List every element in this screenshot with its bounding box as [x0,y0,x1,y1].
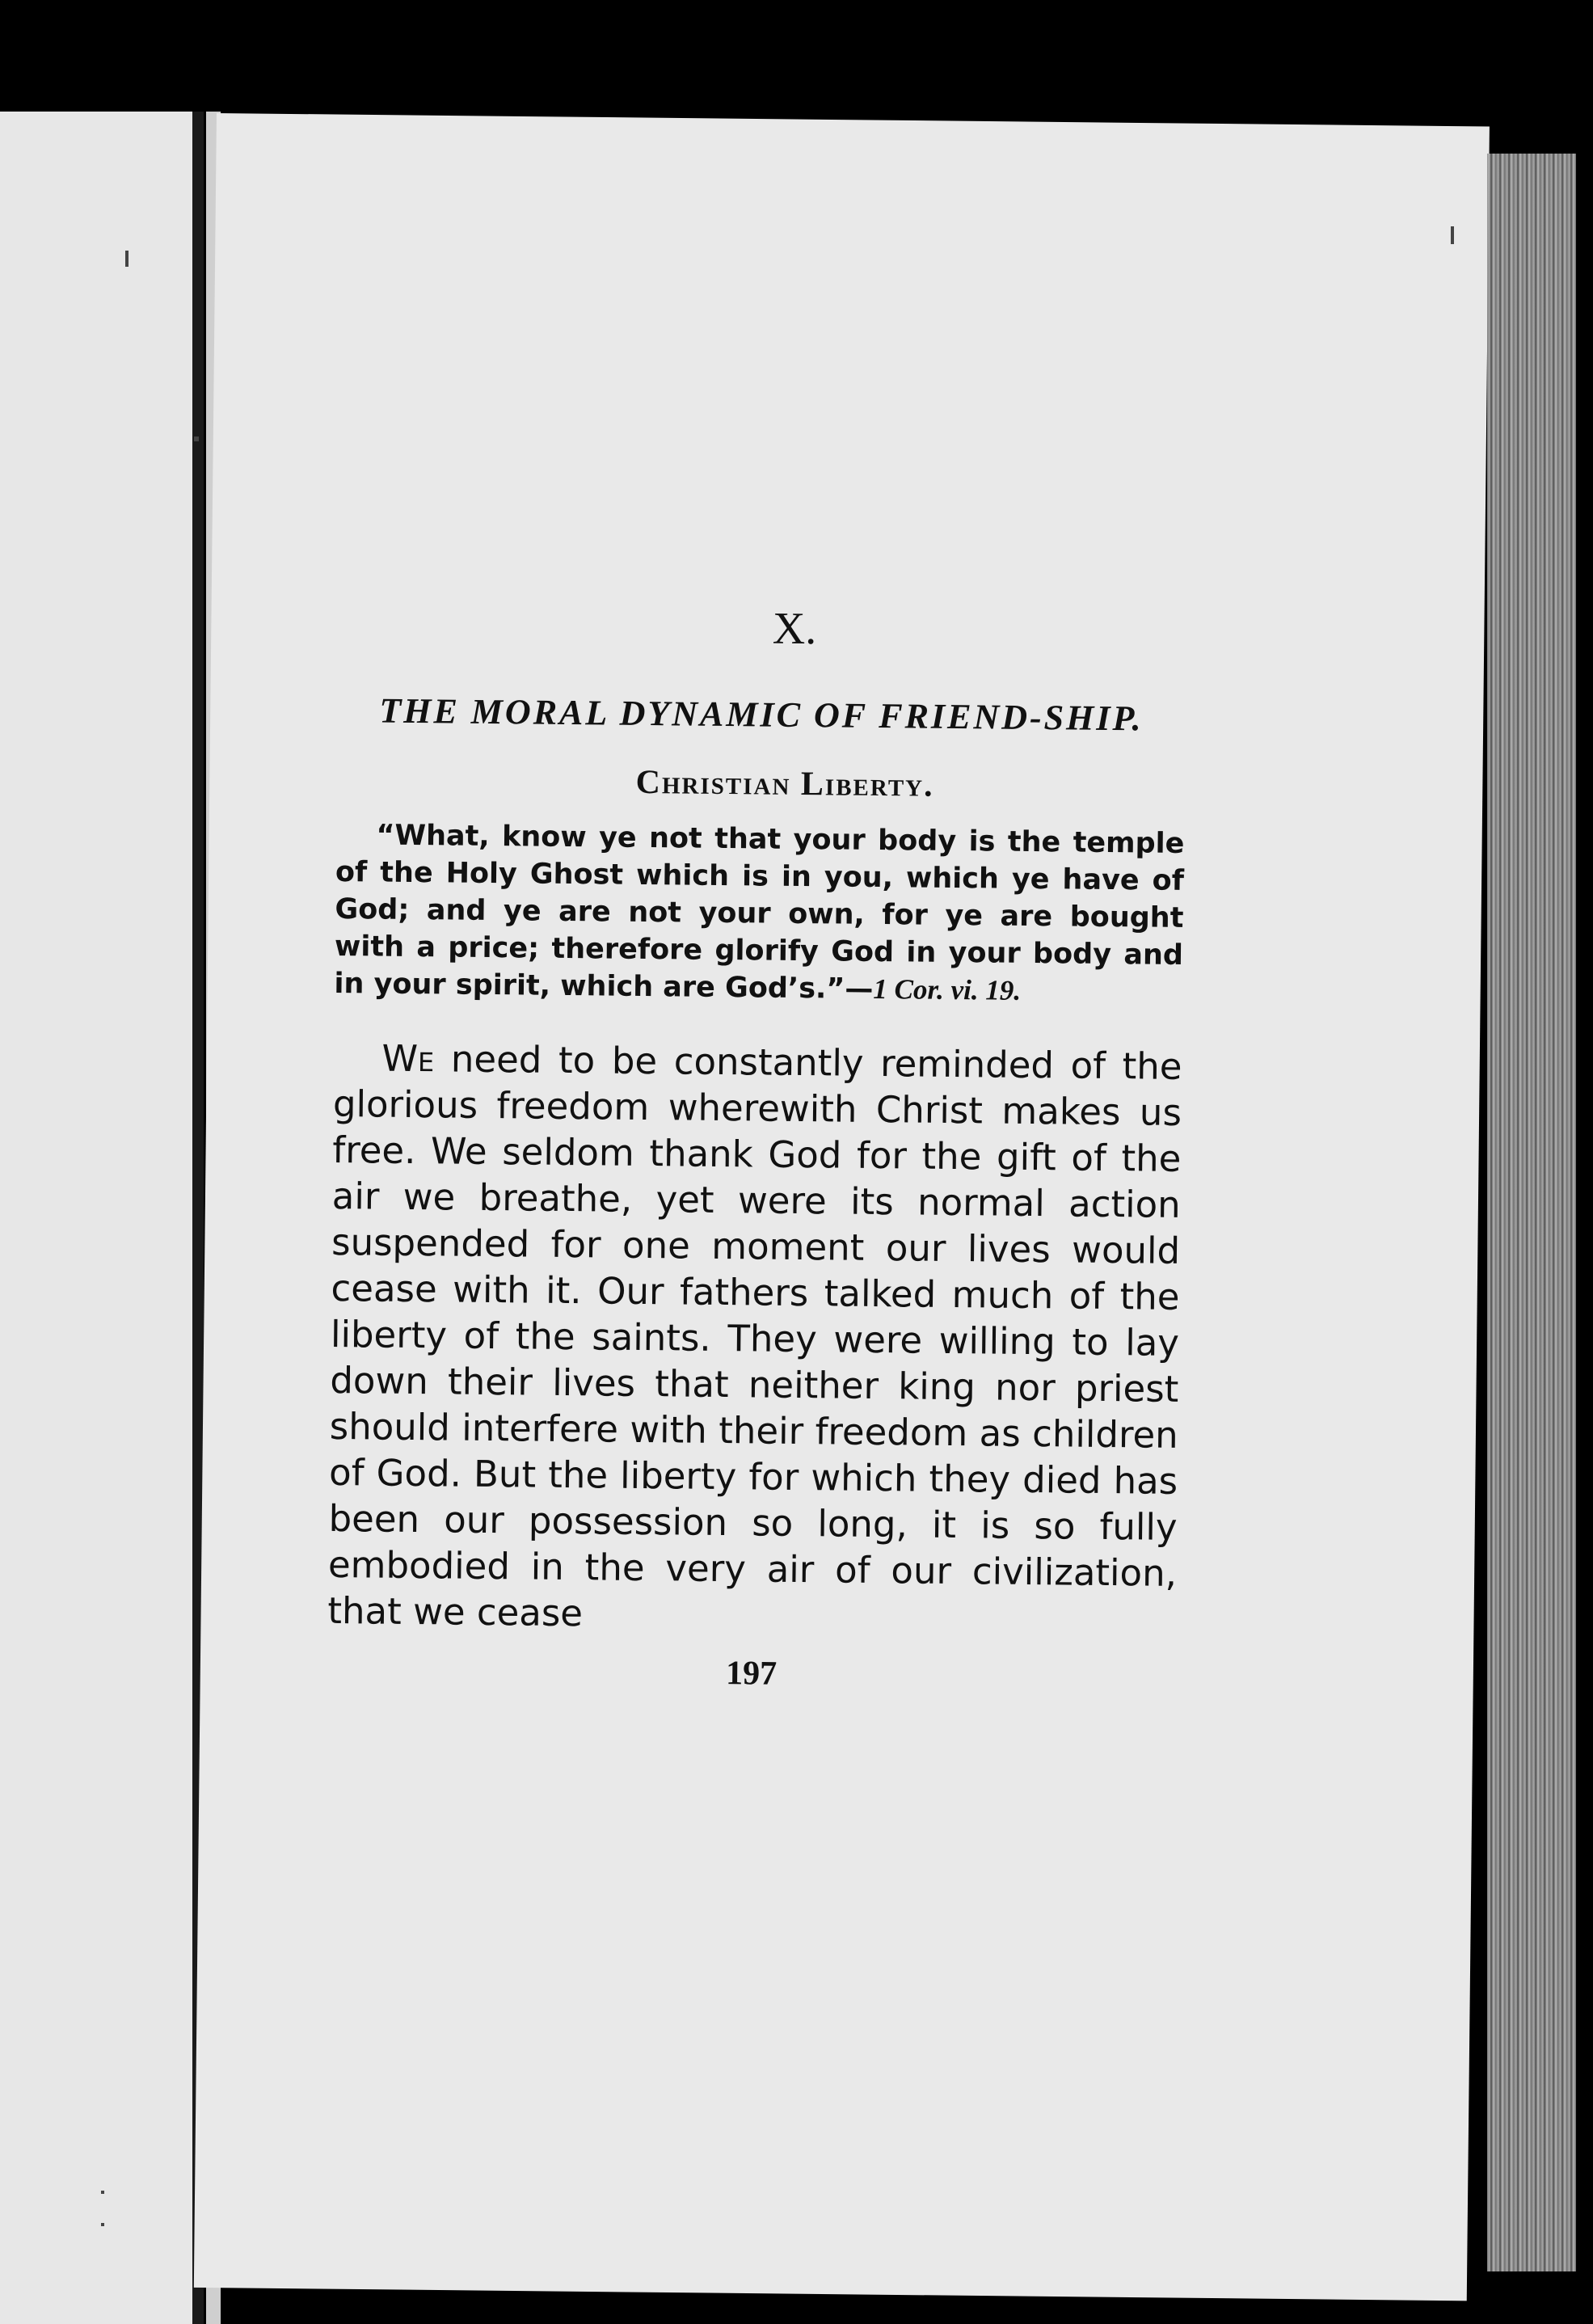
scan-speck [125,251,129,267]
epigraph [334,816,1184,1011]
opening-word: We [381,1036,435,1081]
section-title: Christian Liberty. [635,763,934,804]
page-text-block [327,485,1188,1698]
scan-speck [101,2223,104,2226]
chapter-number: X. [772,603,817,655]
epigraph-text: “What, know ye not that your body is the temple of the Holy Ghost which is in you, which ye have of God; and ye are not your own, for ye are bought with a price; therefore glorify God in your body and in your spirit, which are God’s.”— [334,819,1185,1006]
scan-speck [194,437,199,441]
body-paragraph [327,1035,1182,1643]
scan-speck [1451,226,1454,244]
facing-page-blank [0,112,192,2324]
body-text: need to be constantly reminded of the glorious freedom wherewith Christ makes us free. We seldom thank God for the gift of the air we breathe, yet were its normal action suspended for one moment our lives would cease with it. Our fathers talked much of the liberty of the saints. They were willing to lay down their lives that neither king nor priest should interfere with their freedom as children of God. But the liberty for which they died has been our possession so long, it is so fully embodied in the very air of our civilization, that we cease [327,1037,1182,1635]
page-number: 197 [725,1655,778,1693]
chapter-title: THE MORAL DYNAMIC OF FRIEND-SHIP. [379,690,1144,739]
scan-speck [101,2191,104,2194]
page-fore-edge [1487,154,1576,2271]
epigraph-citation: 1 Cor. vi. 19. [873,972,1022,1006]
